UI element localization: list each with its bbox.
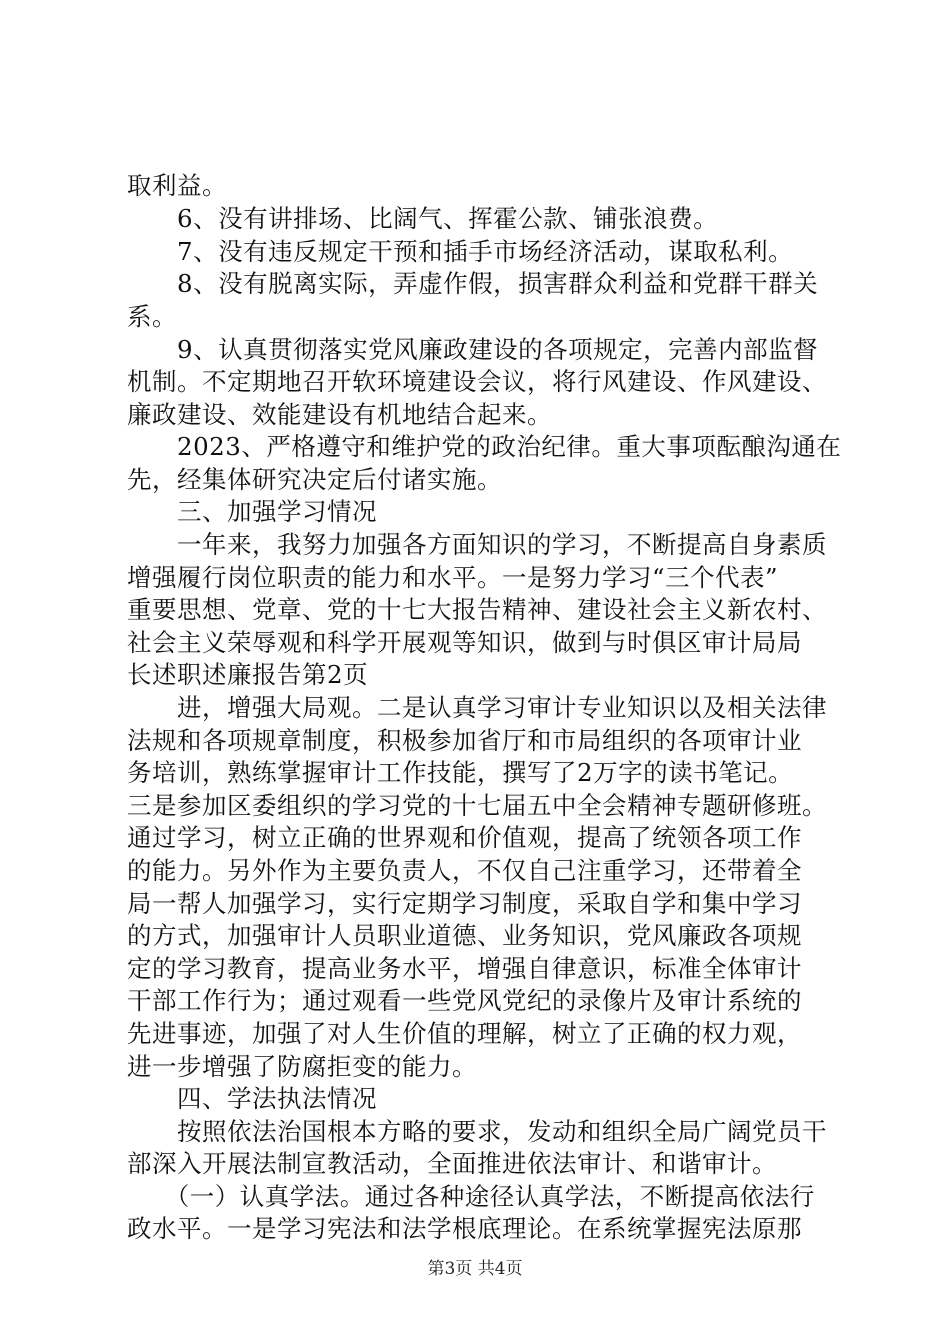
body-line-30: 按照依法治国根本方略的要求，发动和组织全局广阔党员干 bbox=[127, 1117, 827, 1146]
section-heading-3: 三、加强学习情况 bbox=[127, 497, 377, 526]
body-line-31: 部深入开展法制宣教活动，全面推进依法审计、和谐审计。 bbox=[127, 1149, 777, 1178]
body-line-25: 定的学习教育，提高业务水平，增强自律意识，标准全体审计 bbox=[127, 954, 802, 983]
body-line-19: 务培训，熟练掌握审计工作技能，撰写了2万字的读书笔记。 bbox=[127, 758, 794, 787]
body-line-3: 7、没有违反规定干预和插手市场经济活动，谋取私利。 bbox=[127, 237, 794, 266]
body-line-4: 8、没有脱离实际，弄虚作假，损害群众利益和党群干群关 bbox=[127, 269, 819, 298]
body-line-15: 社会主义荣辱观和科学开展观等知识，做到与时俱区审计局局 bbox=[127, 628, 802, 657]
body-line-20: 三是参加区委组织的学习党的十七届五中全会精神专题研修班。 bbox=[127, 791, 827, 820]
body-line-8: 廉政建设、效能建设有机地结合起来。 bbox=[127, 400, 552, 429]
body-line-23: 局一帮人加强学习，实行定期学习制度，采取自学和集中学习 bbox=[127, 889, 802, 918]
body-line-10: 先，经集体研究决定后付诸实施。 bbox=[127, 465, 502, 494]
body-line-27: 先进事迹，加强了对人生价值的理解，树立了正确的权力观， bbox=[127, 1019, 802, 1048]
section-heading-4: 四、学法执法情况 bbox=[127, 1084, 377, 1113]
body-line-18: 法规和各项规章制度，积极参加省厅和市局组织的各项审计业 bbox=[127, 726, 802, 755]
body-line-12: 一年来，我努力加强各方面知识的学习，不断提高自身素质 bbox=[127, 530, 827, 559]
body-line-14: 重要思想、党章、党的十七大报告精神、建设社会主义新农村、 bbox=[127, 595, 827, 624]
body-line-26: 干部工作行为；通过观看一些党风党纪的录像片及审计系统的 bbox=[127, 986, 802, 1015]
body-line-2: 6、没有讲排场、比阔气、挥霍公款、铺张浪费。 bbox=[127, 204, 719, 233]
body-line-21: 通过学习，树立正确的世界观和价值观，提高了统领各项工作 bbox=[127, 823, 802, 852]
body-line-17: 进，增强大局观。二是认真学习审计专业知识以及相关法律 bbox=[127, 693, 827, 722]
body-line-5: 系。 bbox=[127, 302, 177, 331]
body-line-9: 2023、严格遵守和维护党的政治纪律。重大事项酝酿沟通在 bbox=[127, 432, 842, 461]
body-line-6: 9、认真贯彻落实党风廉政建设的各项规定，完善内部监督 bbox=[127, 335, 819, 364]
body-line-1: 取利益。 bbox=[127, 171, 227, 200]
body-line-7: 机制。不定期地召开软环境建设会议，将行风建设、作风建设、 bbox=[127, 367, 827, 396]
body-line-33: 政水平。一是学习宪法和法学根底理论。在系统掌握宪法原那 bbox=[127, 1214, 802, 1243]
body-line-16: 长述职述廉报告第2页 bbox=[127, 660, 369, 689]
body-line-13: 增强履行岗位职责的能力和水平。一是努力学习“三个代表” bbox=[127, 563, 779, 592]
body-line-32: （一）认真学法。通过各种途径认真学法，不断提高依法行 bbox=[127, 1182, 815, 1211]
body-line-24: 的方式，加强审计人员职业道德、业务知识，党风廉政各项规 bbox=[127, 921, 802, 950]
page-footer: 第3页 共4页 bbox=[427, 1259, 523, 1279]
body-line-22: 的能力。另外作为主要负责人，不仅自己注重学习，还带着全 bbox=[127, 856, 802, 885]
body-line-28: 进一步增强了防腐拒变的能力。 bbox=[127, 1052, 477, 1081]
